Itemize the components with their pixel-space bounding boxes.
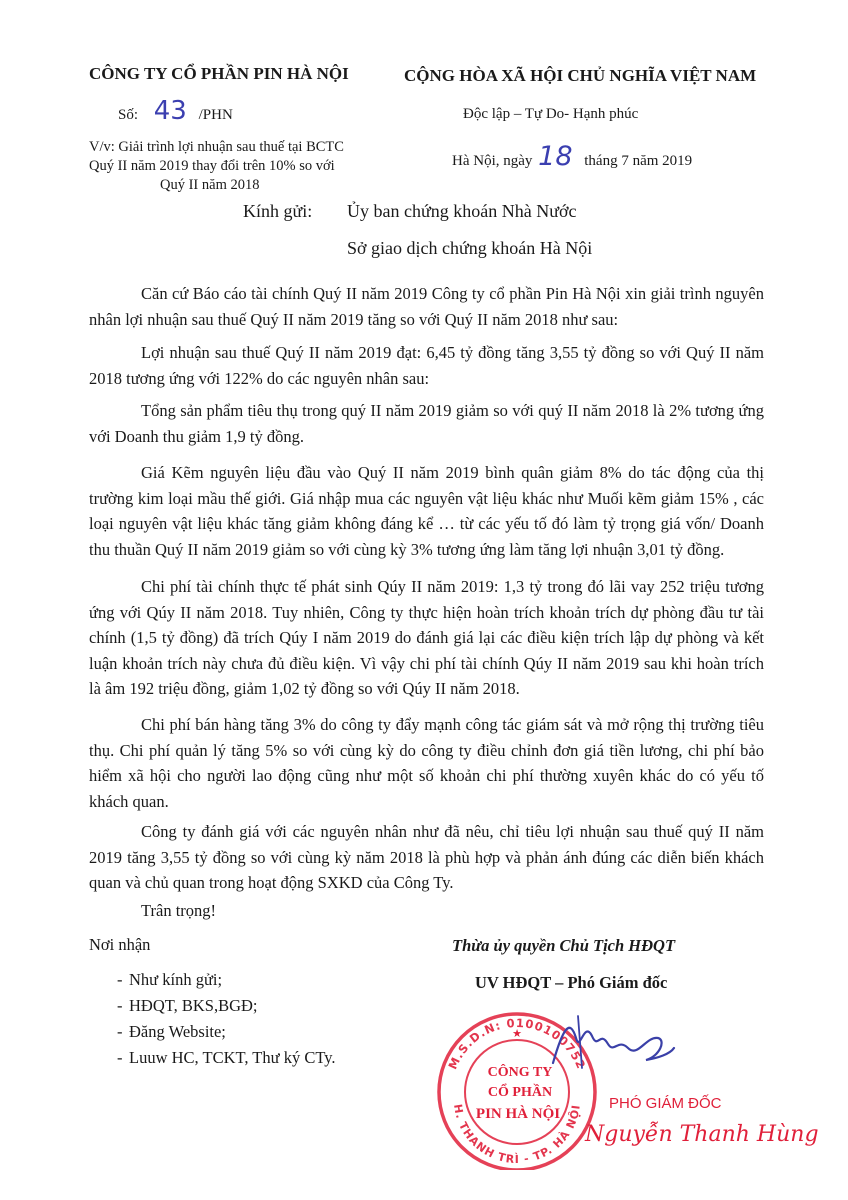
- closing: Trân trọng!: [141, 901, 217, 920]
- title-stamp: PHÓ GIÁM ĐỐC: [609, 1095, 722, 1112]
- recipients-list: [89, 970, 419, 1074]
- addressee-label: Kính gửi:: [243, 201, 313, 221]
- number-suffix: /PHN: [198, 107, 233, 123]
- date-day-handwritten: 18: [538, 141, 573, 172]
- recipients-title: Nơi nhận: [89, 935, 151, 954]
- date-line: [452, 141, 692, 172]
- signature-position: UV HĐQT – Phó Giám đốc: [475, 973, 668, 992]
- motto: Độc lập – Tự Do- Hạnh phúc: [463, 106, 639, 122]
- seal-ring-bottom: H. THANH TRÌ - TP. HÀ NỘI: [451, 1103, 583, 1167]
- date-prefix: Hà Nội, ngày: [452, 153, 533, 169]
- addressee-line-1: Ủy ban chứng khoán Nhà Nước: [347, 201, 577, 221]
- recipient-item: - Luuw HC, TCKT, Thư ký CTy.: [89, 1048, 419, 1074]
- recipient-item: - Đăng Website;: [89, 1022, 419, 1048]
- signature-authority: Thừa ủy quyền Chủ Tịch HĐQT: [452, 936, 676, 955]
- subject-line-3: Quý II năm 2018: [160, 177, 260, 193]
- seal-company-line-1: CÔNG TY: [487, 1065, 553, 1080]
- addressee-line-2: Sở giao dịch chứng khoán Hà Nội: [347, 238, 593, 258]
- paragraph-1: Căn cứ Báo cáo tài chính Quý II năm 2019 Công ty cổ phần Pin Hà Nội xin giải trình nguyên nhân lợi nhuận sau thuế Quý II năm 2019 tăng so với Quý II năm 2018 như sau:: [89, 284, 764, 329]
- paragraph-6: Chi phí bán hàng tăng 3% do công ty đẩy mạnh công tác giám sát và mở rộng thị trường tiêu thụ. Chi phí quản lý tăng 5% so với cùng kỳ do công ty điều chỉnh đơn giá tiền lương, chi phí bảo hiểm xã hội cho người lao động cũng như một số khoản chi phí thường xuyên khác do có yếu tố khách quan.: [89, 715, 764, 811]
- seal-company-line-3: PIN HÀ NỘI: [475, 1106, 561, 1122]
- signer-name: Nguyễn Thanh Hùng: [585, 1122, 819, 1147]
- document-number: [118, 96, 233, 126]
- seal-star: ★: [512, 1027, 522, 1040]
- country-name: CỘNG HÒA XÃ HỘI CHỦ NGHĨA VIỆT NAM: [404, 66, 757, 85]
- paragraph-2: Lợi nhuận sau thuế Quý II năm 2019 đạt: 6,45 tỷ đồng tăng 3,55 tỷ đồng so với Quý II năm 2018 tương ứng với 122% do các nguyên nhân sau:: [89, 343, 764, 388]
- paragraph-7: Công ty đánh giá với các nguyên nhân như đã nêu, chỉ tiêu lợi nhuận sau thuế quý II năm 2019 tăng 3,55 tỷ đồng so với cùng kỳ năm 2018 là phù hợp và phản ánh đúng các diễn biến khách quan và chủ quan trong hoạt động SXKD của Công Ty.: [89, 822, 764, 892]
- recipient-item: - Như kính gửi;: [89, 970, 419, 996]
- number-handwritten: 43: [153, 96, 187, 126]
- subject-line-1: V/v: Giải trình lợi nhuận sau thuế tại BCTC: [89, 139, 344, 155]
- number-prefix: Số:: [118, 107, 139, 123]
- seal-ring-top: M.S.D.N: 0100100752: [445, 1015, 589, 1072]
- handwritten-signature: [548, 1008, 678, 1078]
- seal-company-line-2: CỔ PHẦN: [487, 1085, 553, 1100]
- date-suffix: tháng 7 năm 2019: [584, 153, 693, 169]
- paragraph-4: Giá Kẽm nguyên liệu đầu vào Quý II năm 2019 bình quân giảm 8% do tác động của thị trường kim loại mầu thế giới. Giá nhập mua các nguyên vật liệu khác như Muối kẽm giảm 15% , các loại nguyên vật liệu khác tăng giảm không đáng kể … từ các yếu tố đó làm tỷ trọng giá vốn/ Doanh thu thuần Quý II năm 2019 giảm so với cùng kỳ 3% tương ứng làm tăng lợi nhuận 3,01 tỷ đồng.: [89, 463, 764, 559]
- recipient-item: - HĐQT, BKS,BGĐ;: [89, 996, 419, 1022]
- company-name: CÔNG TY CỔ PHẦN PIN HÀ NỘI: [89, 64, 349, 83]
- paragraph-3: Tổng sản phẩm tiêu thụ trong quý II năm 2019 giảm so với quý II năm 2018 là 2% tương ứng với Doanh thu giảm 1,9 tỷ đồng.: [89, 401, 764, 446]
- subject-line-2: Quý II năm 2019 thay đổi trên 10% so với: [89, 158, 335, 174]
- paragraph-5: Chi phí tài chính thực tế phát sinh Qúy II năm 2019: 1,3 tỷ trong đó lãi vay 252 triệu tương ứng với Qúy II năm 2018. Tuy nhiên, Công ty thực hiện hoàn trích khoản trích dự phòng đầu tư tài chính (1,5 tỷ đồng) đã trích Qúy I năm 2019 do đánh giá lại các điều kiện trích lập dự phòng và kết luận khoản trích này chưa đủ điều kiện. Vì vậy chi phí tài chính Qúy II năm 2019 sau khi hoàn trích là âm 192 triệu đồng, giảm 1,02 tỷ đồng so với Qúy II năm 2018.: [89, 577, 764, 698]
